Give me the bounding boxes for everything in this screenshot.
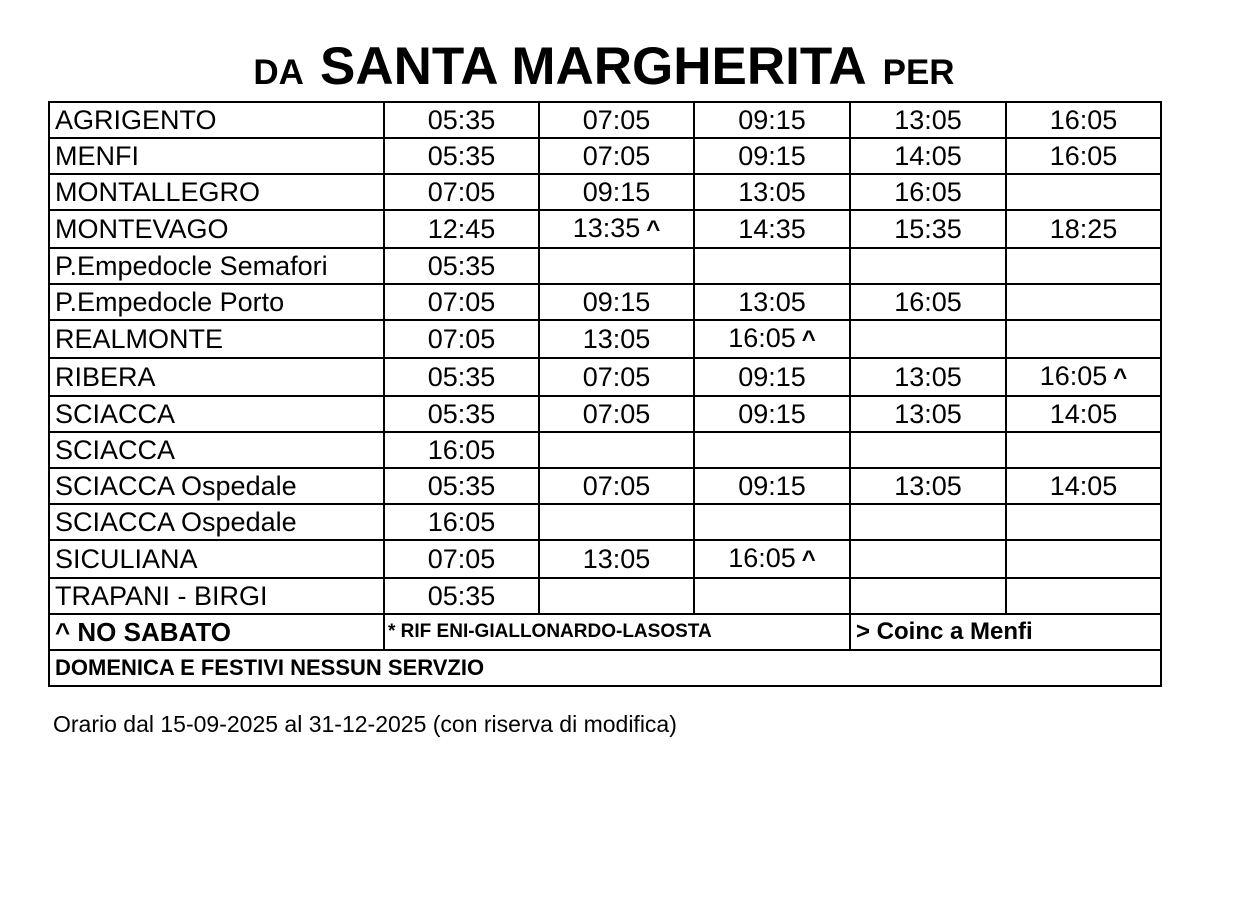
departure-time: 13:05 <box>894 471 962 501</box>
departure-time-cell <box>384 210 539 248</box>
departure-time-cell <box>539 138 694 174</box>
departure-time-cell <box>384 138 539 174</box>
departure-time-cell <box>1006 396 1161 432</box>
departure-time: 13:05 <box>738 177 806 207</box>
departure-time: 13:05 <box>582 324 651 354</box>
destination-cell: SCIACCA <box>49 432 384 468</box>
departure-time-cell <box>384 248 539 284</box>
timetable-row <box>49 284 1161 320</box>
departure-time-cell <box>1006 210 1161 248</box>
destination-cell: SCIACCA <box>49 396 384 432</box>
timetable-row <box>49 432 1161 468</box>
departure-time-cell <box>694 248 850 284</box>
departure-time: 05:35 <box>427 399 496 429</box>
departure-time-cell <box>1006 432 1161 468</box>
departure-time-cell <box>694 138 850 174</box>
destination-cell: RIBERA <box>49 358 384 396</box>
departure-time: 05:35 <box>427 105 496 135</box>
departure-time-cell <box>1006 578 1161 614</box>
departure-time: 16:05 <box>427 435 496 465</box>
departure-time-cell <box>850 138 1006 174</box>
title-prefix: DA <box>253 53 304 92</box>
departure-time: 16:05 <box>728 543 796 573</box>
departure-time: 07:05 <box>582 141 651 171</box>
timetable-row <box>49 248 1161 284</box>
departure-time-cell <box>694 468 850 504</box>
departure-time: 13:05 <box>738 287 806 317</box>
departure-time-cell <box>1006 358 1161 396</box>
legend-coinc: > Coinc a Menfi <box>850 614 1161 650</box>
departure-time-cell <box>850 504 1006 540</box>
legend-row <box>49 614 1161 650</box>
destination-cell: SCIACCA Ospedale <box>49 468 384 504</box>
no-saturday-marker: ^ <box>801 546 816 573</box>
timetable-row <box>49 138 1161 174</box>
departure-time-cell <box>384 284 539 320</box>
departure-time-cell <box>384 396 539 432</box>
departure-time-cell <box>384 102 539 138</box>
departure-time: 07:05 <box>582 105 651 135</box>
departure-time: 09:15 <box>738 362 806 392</box>
departure-time-cell <box>539 540 694 578</box>
departure-time-cell <box>694 174 850 210</box>
departure-time-cell <box>694 396 850 432</box>
departure-time-cell <box>1006 248 1161 284</box>
departure-time-cell <box>539 578 694 614</box>
departure-time: 07:05 <box>427 544 496 574</box>
departure-time: 13:05 <box>894 399 962 429</box>
departure-time-cell <box>694 504 850 540</box>
departure-time-cell <box>1006 504 1161 540</box>
departure-time-cell <box>539 320 694 358</box>
departure-time: 07:05 <box>582 399 651 429</box>
departure-time: 05:35 <box>427 581 496 611</box>
destination-cell: P.Empedocle Semafori <box>49 248 384 284</box>
departure-time: 05:35 <box>427 251 496 281</box>
departure-time-cell <box>850 358 1006 396</box>
timetable-row <box>49 174 1161 210</box>
no-saturday-marker: ^ <box>1113 364 1128 391</box>
timetable-row <box>49 578 1161 614</box>
departure-time: 14:05 <box>1049 471 1118 501</box>
departure-time-cell <box>1006 102 1161 138</box>
departure-time: 09:15 <box>582 177 651 207</box>
departure-time-cell <box>539 432 694 468</box>
departure-time: 09:15 <box>738 141 806 171</box>
timetable-row <box>49 210 1161 248</box>
legend-rif: * RIF ENI-GIALLONARDO-LASOSTA <box>384 614 850 650</box>
departure-time-cell <box>384 540 539 578</box>
departure-time-cell <box>850 210 1006 248</box>
departure-time-cell <box>384 504 539 540</box>
timetable-row <box>49 540 1161 578</box>
destination-cell: SCIACCA Ospedale <box>49 504 384 540</box>
departure-time: 15:35 <box>894 214 962 244</box>
departure-time-cell <box>539 284 694 320</box>
departure-time: 12:45 <box>427 214 496 244</box>
departure-time-cell <box>384 174 539 210</box>
departure-time: 13:35 <box>572 213 641 243</box>
departure-time: 14:05 <box>1049 399 1118 429</box>
departure-time: 07:05 <box>582 362 651 392</box>
validity-note: Orario dal 15-09-2025 al 31-12-2025 (con riserva di modifica) <box>53 711 677 737</box>
departure-time-cell <box>694 284 850 320</box>
departure-time-cell <box>850 396 1006 432</box>
departure-time-cell <box>539 102 694 138</box>
departure-time-cell <box>694 210 850 248</box>
title-suffix: PER <box>882 53 955 92</box>
departure-time: 05:35 <box>427 471 496 501</box>
departure-time: 16:05 <box>1049 141 1118 171</box>
departure-time: 07:05 <box>427 177 496 207</box>
departure-time-cell <box>539 504 694 540</box>
departure-time-cell <box>384 358 539 396</box>
departure-time: 16:05 <box>427 507 496 537</box>
departure-time: 09:15 <box>738 471 806 501</box>
timetable-row <box>49 468 1161 504</box>
departure-time: 05:35 <box>427 141 496 171</box>
departure-time-cell <box>850 102 1006 138</box>
departure-time-cell <box>694 578 850 614</box>
destination-cell: SICULIANA <box>49 540 384 578</box>
timetable-row <box>49 102 1161 138</box>
departure-time-cell <box>384 468 539 504</box>
departure-time-cell <box>539 468 694 504</box>
departure-time-cell <box>1006 138 1161 174</box>
departure-time: 14:05 <box>894 141 962 171</box>
departure-time: 18:25 <box>1049 214 1118 244</box>
destination-cell: AGRIGENTO <box>49 102 384 138</box>
departure-time-cell <box>384 320 539 358</box>
departure-time-cell <box>850 284 1006 320</box>
departure-time: 13:05 <box>894 362 962 392</box>
departure-time: 14:35 <box>738 214 806 244</box>
departure-time-cell <box>694 320 850 358</box>
departure-time-cell <box>539 174 694 210</box>
departure-time: 16:05 <box>728 323 796 353</box>
destination-cell: P.Empedocle Porto <box>49 284 384 320</box>
departure-time: 07:05 <box>427 287 496 317</box>
title-origin: SANTA MARGHERITA <box>319 37 867 96</box>
departure-time-cell <box>384 578 539 614</box>
timetable-body <box>49 102 1161 614</box>
destination-cell: REALMONTE <box>49 320 384 358</box>
departure-time-cell <box>694 540 850 578</box>
destination-cell: MONTALLEGRO <box>49 174 384 210</box>
departure-time: 09:15 <box>738 399 806 429</box>
departure-time: 09:15 <box>738 105 806 135</box>
departure-time: 05:35 <box>427 362 496 392</box>
timetable-row <box>49 504 1161 540</box>
page-title <box>48 36 1160 100</box>
departure-time: 16:05 <box>894 287 962 317</box>
destination-cell: TRAPANI - BIRGI <box>49 578 384 614</box>
departure-time-cell <box>1006 320 1161 358</box>
departure-time-cell <box>539 210 694 248</box>
departure-time: 07:05 <box>427 324 496 354</box>
departure-time-cell <box>539 396 694 432</box>
legend-domenica: DOMENICA E FESTIVI NESSUN SERVZIO <box>49 650 1161 686</box>
departure-time-cell <box>850 578 1006 614</box>
departure-time-cell <box>1006 284 1161 320</box>
legend-no-sabato: ^ NO SABATO <box>49 614 384 650</box>
departure-time-cell <box>850 248 1006 284</box>
destination-cell: MENFI <box>49 138 384 174</box>
departure-time-cell <box>850 432 1006 468</box>
departure-time: 16:05 <box>1049 105 1118 135</box>
timetable-row <box>49 358 1161 396</box>
departure-time-cell <box>1006 540 1161 578</box>
legend-row-domenica <box>49 650 1161 686</box>
destination-cell: MONTEVAGO <box>49 210 384 248</box>
departure-time: 07:05 <box>582 471 651 501</box>
departure-time-cell <box>850 320 1006 358</box>
departure-time-cell <box>850 174 1006 210</box>
no-saturday-marker: ^ <box>646 216 661 243</box>
departure-time-cell <box>1006 174 1161 210</box>
departure-time: 13:05 <box>894 105 962 135</box>
departure-time: 16:05 <box>1039 361 1108 391</box>
departure-time-cell <box>539 358 694 396</box>
departure-time-cell <box>694 102 850 138</box>
departure-time-cell <box>1006 468 1161 504</box>
timetable-row <box>49 320 1161 358</box>
departure-time-cell <box>694 358 850 396</box>
departure-time: 16:05 <box>894 177 962 207</box>
departure-time-cell <box>850 468 1006 504</box>
departure-time-cell <box>850 540 1006 578</box>
no-saturday-marker: ^ <box>801 326 816 353</box>
departure-time-cell <box>694 432 850 468</box>
departure-time: 09:15 <box>582 287 651 317</box>
timetable <box>48 101 1162 687</box>
timetable-row <box>49 396 1161 432</box>
timetable-legend <box>49 614 1161 686</box>
departure-time: 13:05 <box>582 544 651 574</box>
departure-time-cell <box>539 248 694 284</box>
departure-time-cell <box>384 432 539 468</box>
